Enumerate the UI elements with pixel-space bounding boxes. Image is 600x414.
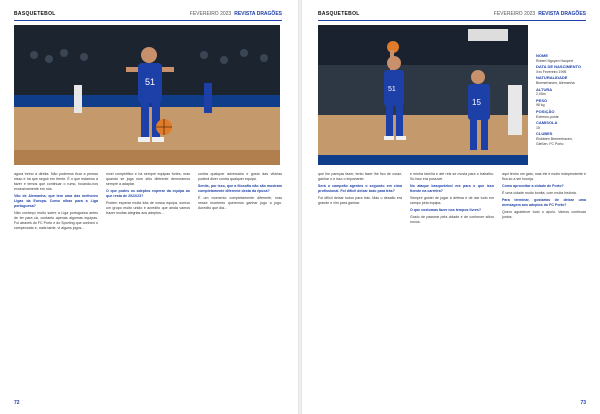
paragraph: É um momento completamente diferente, mas nesse momento queremos ganhar jogo a jogo. Acredito que dia... [198, 196, 282, 210]
right-col-1 [318, 172, 402, 227]
section-label: BASQUETEBOL [14, 11, 56, 17]
card-item: ALTURA 2,05m [536, 86, 553, 97]
paragraph: agora treino à direita. Não podemos ficar a pensar nisso e há que seguir em frente. É o que estamos a fazer e temos que continuar o rumo, focando-nos exclusivamente em nós. [14, 172, 98, 191]
right-col-3 [502, 172, 586, 227]
question: O que podes os adeptos esperar da equipa ao que resta de 2022/23? [106, 189, 190, 198]
card-item: NOME Robert Nguyen Haupert [536, 53, 573, 63]
paragraph: Sempre gostei de jogar à defesa e de dar tudo em campo pela equipa. [410, 196, 494, 205]
player-info-card [536, 52, 586, 146]
paragraph: que lhe pareças fazer, tento fazer lhe fico de coraz, ganhar o e isso o importante. [318, 172, 402, 181]
card-item: CLUBES Eisbären Bremerhaven, Gießen, FC Porto [536, 131, 573, 146]
header-rule [14, 20, 282, 21]
left-photo [14, 25, 280, 165]
question: No ataque basquetebol era para o que isso fizeste na carreira? [410, 184, 494, 193]
right-col-2 [410, 172, 494, 227]
player-jumpshot-photo [318, 25, 528, 165]
card-item: NATURALIDADE Bremerhaven, Alemanha [536, 75, 575, 85]
card-item: PESO 98 kg [536, 97, 548, 108]
paragraph: Foi difícil deixar todos para trás. Mas o desafio era grande e vim para ganhar. [318, 196, 402, 205]
paragraph: e minha família e até reis se movia para o trabalho. Só isso era possível. [410, 172, 494, 181]
right-photo [318, 25, 528, 165]
svg-text:51: 51 [388, 86, 396, 93]
paragraph: É uma cidade muito bonita, com muita história. [502, 191, 577, 195]
left-article-columns [14, 172, 282, 233]
svg-text:15: 15 [472, 98, 481, 107]
spine-gutter [298, 0, 302, 414]
left-col-3 [198, 172, 282, 233]
right-page [304, 0, 600, 414]
page-number: 73 [580, 400, 586, 406]
card-item: POSIÇÃO Extremo-poste [536, 108, 559, 119]
header-rule [318, 20, 586, 21]
question: Vão de Alemanha, que tem uma das melhores Ligas da Europa. Como olhas para a Liga portuguesa? [14, 194, 98, 208]
left-col-1 [14, 172, 98, 233]
paragraph: Podem esperar muita luta de nossa equipa, somos um grupo muito unido e acredito que ainda vamos trazer muitas alegrias aos adeptos... [106, 201, 190, 215]
player-dribbling-photo [14, 25, 280, 165]
card-item: DATA DE NASCIMENTO Xxx Fevereiro 1995 [536, 64, 581, 74]
left-header [14, 8, 282, 20]
question: Como aproveitar a cidade de Porto? [502, 184, 564, 188]
paragraph: nível competitivo e há sempre equipas fortes, mas quando se joga num sítio diferente demoramos sempre a adaptar. [106, 172, 190, 186]
issue-info: FEVEREIRO 2023 REVISTA DRAGÕES [189, 11, 282, 17]
paragraph: aqui tenho um gato, mas ele é muito independente e fica só a ser boceja. [502, 172, 586, 181]
right-article-columns [318, 172, 586, 227]
card-item: CAMISOLA 15 [536, 120, 558, 130]
paragraph: contra qualquer adversário e gosto das vitórias poderá dizer contra qualquer equipa. [198, 172, 282, 181]
paragraph: Gosto de passear pela cidade e de conhecer sítios novos. [410, 215, 494, 224]
paragraph: Não conheço muito sobre a Liga portuguesa antes de ter para cá, contanto apenas algumas equipas. Foi através do FC Porto e do Sporting que conheci o campeonato e, mais tarde, vi alguns jogos... [14, 211, 98, 230]
left-page [0, 0, 296, 414]
question: O que costumas fazer nos tempos livres? [410, 208, 482, 212]
question: Para terminar, gostarias de deixar uma mensagem aos adeptos do FC Porto? [502, 198, 586, 207]
left-col-2 [106, 172, 190, 233]
section-label: BASQUETEBOL [318, 11, 360, 17]
paragraph: Quero agradecer todo o apoio. Vamos continuar juntos. [502, 210, 586, 219]
svg-text:51: 51 [145, 77, 156, 87]
question: Sentis, por isso, que a filosofia não são mostram completamente diferente desta da época? [198, 184, 282, 193]
question: Será o campeão agentes o segundo em cima profissional. Foi difícil deixar tudo para trás? [318, 184, 402, 193]
issue-info: FEVEREIRO 2023 REVISTA DRAGÕES [493, 11, 586, 17]
page-number: 72 [14, 400, 20, 406]
right-header [318, 8, 586, 20]
